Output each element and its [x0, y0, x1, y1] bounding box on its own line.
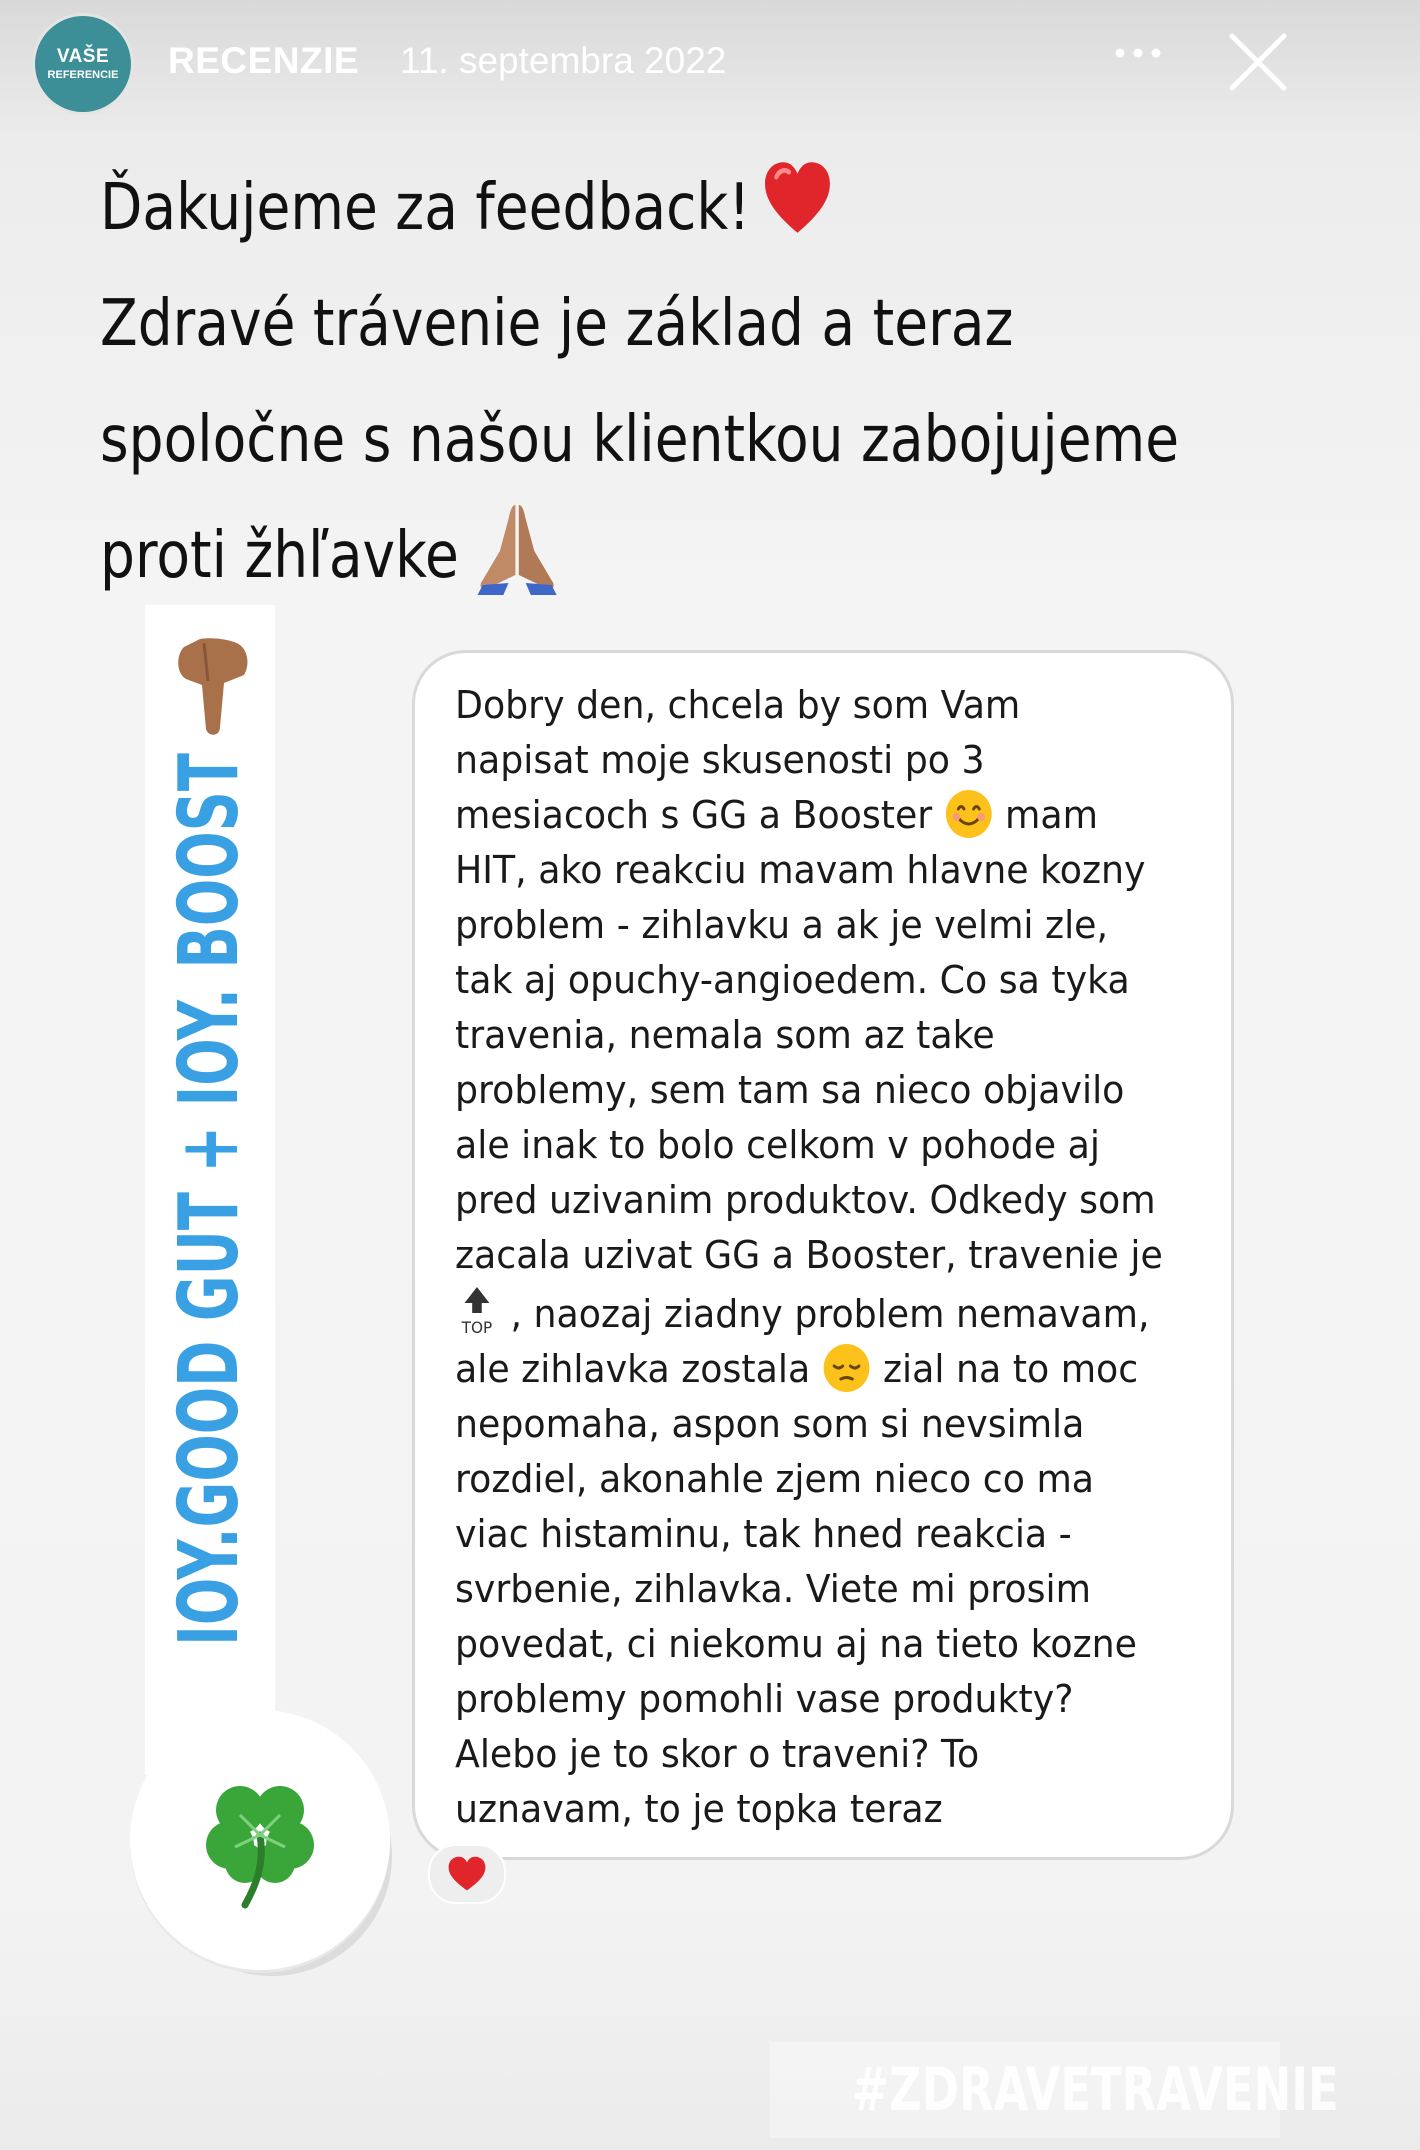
- praying-hands-icon: [474, 499, 560, 595]
- story-timestamp: 11. septembra 2022: [400, 40, 727, 81]
- link-sticker[interactable]: [155, 650, 265, 1750]
- pensive-face-icon: [822, 1342, 872, 1394]
- hashtag-sticker[interactable]: #ZDRAVETRAVENIE: [770, 2042, 1280, 2138]
- heart-icon: [447, 1856, 487, 1892]
- smiling-face-icon: [944, 788, 994, 840]
- ellipsis-icon[interactable]: [1108, 28, 1168, 78]
- message-text: Dobry den, chcela by som Vam napisat moje skusenosti po 3 mesiacoch s GG a Booster mam HIT, ako reakciu mavam hlavne kozny problem - zihlavku a ak je velmi zle, tak aj opuchy-angioedem. Co sa tyka travenia, nemala som az take problemy, sem tam sa nieco objavilo ale inak to bolo celkom v pohode aj pred uzivanim produktov. Odkedy som zacala uzivat GG a Booster, travenie je TOP , naozaj ziadny problem nemavam, ale zihlavka zostala zial na to moc nepomaha, aspon som si nevsimla rozdiel, akonahle zjem nieco co ma viac histaminu, tak hned reakcia - svrbenie, zihlavka. Viete mi prosim povedat, ci niekomu aj na tieto kozne problemy pomohli vase produkty? Alebo je to skor o traveni? To uznavam, to je topka teraz: [455, 683, 1163, 1831]
- profile-avatar[interactable]: VAŠE REFERENCIE: [35, 16, 131, 112]
- close-icon[interactable]: [1228, 32, 1288, 92]
- caption-line: Ďakujeme za feedback!: [100, 150, 1115, 266]
- caption-line: spoločne s našou klientkou zabojujeme: [100, 403, 1180, 477]
- message-reaction[interactable]: [428, 1844, 506, 1904]
- svg-text:TOP: TOP: [461, 1317, 493, 1338]
- story-username[interactable]: RECENZIE: [168, 40, 360, 81]
- link-sticker-label: IOY.GOOD GUT + IOY. BOOST: [162, 753, 257, 1647]
- story-header: [0, 0, 1320, 130]
- red-heart-icon: [762, 159, 833, 241]
- four-leaf-clover-icon: [195, 1775, 325, 1910]
- caption-line: proti žhľavke: [100, 498, 1115, 614]
- caption-line: Zdravé trávenie je základ a teraz: [100, 287, 1014, 361]
- top-arrow-icon: [455, 1283, 499, 1337]
- story-caption: [100, 150, 1180, 614]
